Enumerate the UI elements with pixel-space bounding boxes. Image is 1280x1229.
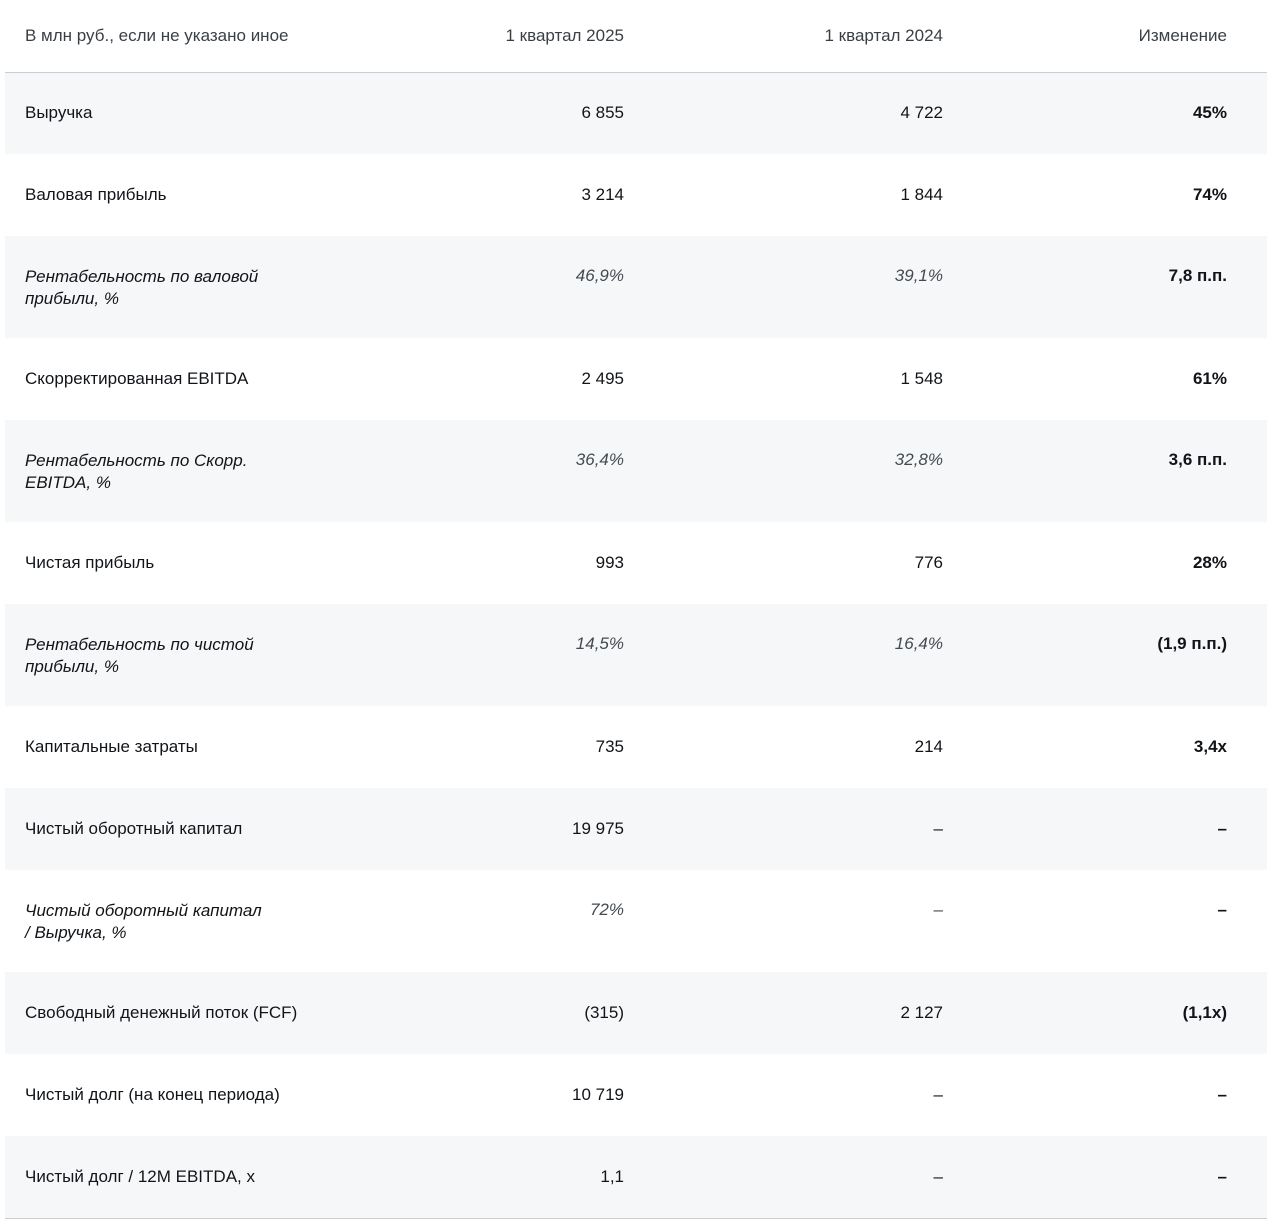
row-label: Рентабельность по Скорр. EBITDA, % xyxy=(25,451,248,492)
cell-q1-2024: 1 548 xyxy=(900,369,943,388)
table-row xyxy=(5,1054,1267,1136)
table-row xyxy=(5,788,1267,870)
cell-change: 7,8 п.п. xyxy=(1168,266,1227,285)
table-row xyxy=(5,1136,1267,1218)
cell-change: 3,6 п.п. xyxy=(1168,450,1227,469)
header-q1-2025: 1 квартал 2025 xyxy=(305,0,624,72)
row-label: Чистый долг (на конец периода) xyxy=(25,1085,280,1104)
row-label: Валовая прибыль xyxy=(25,185,167,204)
table-header-row xyxy=(5,0,1267,72)
cell-q1-2025: 72% xyxy=(589,900,624,919)
row-label: Скорректированная EBITDA xyxy=(25,369,249,388)
cell-q1-2024: 16,4% xyxy=(894,634,943,653)
cell-q1-2024: 2 127 xyxy=(900,1003,943,1022)
financial-results-table xyxy=(5,0,1267,1219)
cell-q1-2024: 214 xyxy=(914,737,943,756)
cell-q1-2025: 19 975 xyxy=(572,819,624,838)
cell-q1-2025: 3 214 xyxy=(581,185,624,204)
cell-change: (1,1x) xyxy=(1182,1003,1227,1022)
cell-change: 61% xyxy=(1192,369,1227,388)
header-q1-2024: 1 квартал 2024 xyxy=(624,0,943,72)
cell-change: 28% xyxy=(1192,553,1227,572)
table-row xyxy=(5,154,1267,236)
table-row xyxy=(5,604,1267,706)
table-row xyxy=(5,72,1267,154)
cell-q1-2025: 1,1 xyxy=(305,1136,624,1218)
cell-change: (1,9 п.п.) xyxy=(1157,634,1227,653)
cell-q1-2024: 1 844 xyxy=(900,185,943,204)
cell-change: – xyxy=(943,1136,1267,1218)
cell-change: 45% xyxy=(1192,103,1227,123)
row-label: Капитальные затраты xyxy=(25,737,198,756)
cell-q1-2025: 46,9% xyxy=(575,266,624,285)
cell-q1-2024: – xyxy=(624,1136,943,1218)
row-label: Рентабельность по валовой прибыли, % xyxy=(25,267,259,308)
cell-q1-2024: – xyxy=(933,900,943,919)
row-label: Выручка xyxy=(25,103,93,123)
cell-change: – xyxy=(1217,900,1227,919)
row-label: Чистый оборотный капитал xyxy=(25,819,243,838)
table-row xyxy=(5,706,1267,788)
cell-q1-2024: – xyxy=(933,819,943,838)
cell-q1-2024: 32,8% xyxy=(894,450,943,469)
cell-q1-2025: 10 719 xyxy=(572,1085,624,1104)
row-label: Рентабельность по чистой прибыли, % xyxy=(25,635,254,676)
cell-change: – xyxy=(1217,819,1227,838)
cell-q1-2025: 2 495 xyxy=(581,369,624,388)
table-row xyxy=(5,236,1267,338)
cell-q1-2024: 39,1% xyxy=(894,266,943,285)
row-label: Свободный денежный поток (FCF) xyxy=(25,1003,298,1022)
cell-change: 74% xyxy=(1192,185,1227,204)
table-row xyxy=(5,420,1267,522)
table-row xyxy=(5,870,1267,972)
cell-change: – xyxy=(1217,1085,1227,1104)
cell-q1-2025: 36,4% xyxy=(575,450,624,469)
financial-table-container xyxy=(5,0,1267,1219)
header-units-label: В млн руб., если не указано иное xyxy=(5,0,305,72)
cell-q1-2024: 4 722 xyxy=(900,103,943,123)
cell-change: 3,4x xyxy=(1193,737,1227,756)
cell-q1-2025: 14,5% xyxy=(575,634,624,653)
table-row xyxy=(5,972,1267,1054)
cell-q1-2025: (315) xyxy=(584,1003,624,1022)
header-change: Изменение xyxy=(943,0,1267,72)
table-row xyxy=(5,522,1267,604)
table-row xyxy=(5,338,1267,420)
cell-q1-2024: 776 xyxy=(914,553,943,572)
row-label: Чистый оборотный капитал / Выручка, % xyxy=(25,901,262,942)
cell-q1-2025: 735 xyxy=(595,737,624,756)
cell-q1-2025: 6 855 xyxy=(581,103,624,123)
row-label: Чистая прибыль xyxy=(25,553,155,572)
row-label: Чистый долг / 12M EBITDA, x xyxy=(5,1136,305,1218)
cell-q1-2025: 993 xyxy=(595,553,624,572)
cell-q1-2024: – xyxy=(933,1085,943,1104)
